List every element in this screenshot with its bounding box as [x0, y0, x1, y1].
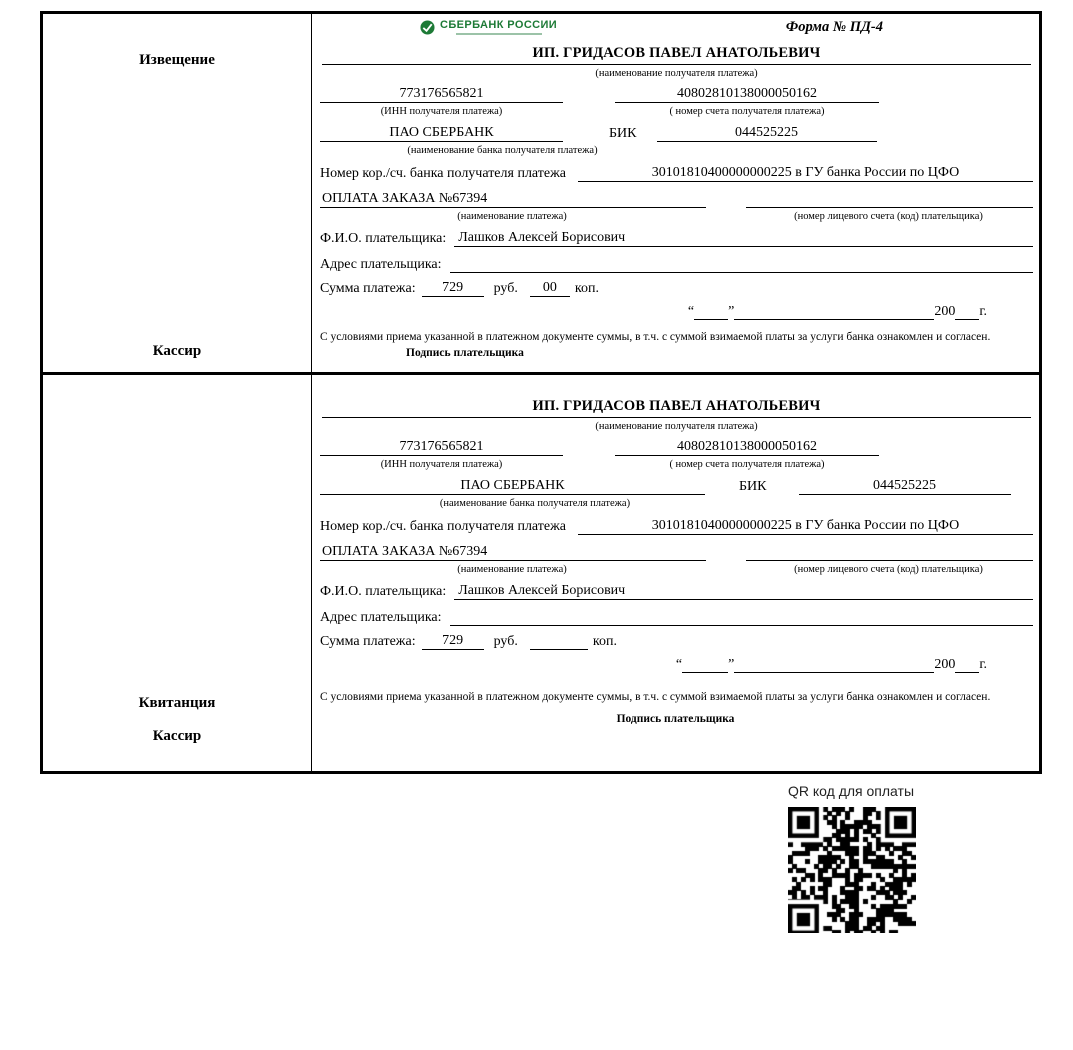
date-day-line	[682, 657, 728, 673]
payer-address-label: Адрес плательщика:	[320, 257, 442, 272]
year-suffix: г.	[979, 657, 987, 672]
account-caption: ( номер счета получателя платежа)	[669, 458, 825, 470]
recipient-name-row	[322, 398, 1031, 418]
agreement-block	[320, 329, 1033, 361]
account-value: 40802810138000050162	[615, 86, 879, 103]
quote-open: “	[675, 657, 683, 672]
sberbank-logo	[420, 19, 557, 35]
receipt-section	[43, 372, 1039, 771]
notice-header-row	[320, 19, 1033, 45]
sberbank-logo-icon	[420, 20, 435, 35]
payment-form-pd4	[40, 11, 1042, 774]
bank-caption: (наименование банка получателя платежа)	[407, 144, 598, 156]
year-prefix: 200	[934, 657, 956, 672]
payer-code-line	[746, 190, 1033, 208]
inn-value: 773176565821	[320, 86, 563, 103]
date-year-line	[955, 304, 979, 320]
agreement-text: С условиями приема указанной в платежном документе суммы, в т.ч. с суммой взимаемой платы за услуги банка ознакомлен и согласен.	[320, 331, 991, 343]
bik-value: 044525225	[657, 125, 877, 142]
purpose-caption: (наименование платежа)	[457, 211, 567, 223]
qr-section	[788, 783, 916, 933]
payer-address-line	[450, 607, 1033, 626]
rub-label: руб.	[493, 281, 518, 296]
sum-rub-value: 729	[422, 280, 484, 297]
payer-code-caption: (номер лицевого счета (код) плательщика)	[794, 211, 983, 223]
form-number: Форма № ПД-4	[785, 19, 883, 35]
corr-account-value: 30101810400000000225 в ГУ банка России по ЦФО	[578, 518, 1033, 535]
quote-open: “	[687, 304, 695, 319]
corr-account-value: 30101810400000000225 в ГУ банка России по ЦФО	[578, 165, 1033, 182]
payer-signature-label: Подпись плательщика	[616, 713, 735, 726]
recipient-caption: (наименование получателя платежа)	[595, 421, 758, 432]
receipt-cashier-label: Кассир	[152, 728, 202, 744]
date-day-line	[694, 304, 728, 320]
sum-rub-value: 729	[422, 633, 484, 650]
date-year-line	[955, 657, 979, 673]
corr-account-label: Номер кор./сч. банка получателя платежа	[320, 166, 566, 182]
sum-kop-value: 00	[530, 280, 570, 297]
purpose-caption: (наименование платежа)	[457, 564, 567, 576]
notice-cashier-label: Кассир	[152, 343, 202, 359]
bik-value: 044525225	[799, 478, 1011, 495]
receipt-side-label: Квитанция	[138, 695, 216, 711]
payer-signature-label: Подпись плательщика	[406, 347, 524, 360]
recipient-caption: (наименование получателя платежа)	[595, 68, 758, 79]
receipt-side-column	[43, 375, 312, 771]
recipient-name-row	[322, 45, 1031, 65]
date-line	[320, 304, 987, 320]
sum-label: Сумма платежа:	[320, 634, 416, 649]
kop-label: коп.	[574, 281, 599, 296]
qr-label: QR код для оплаты	[788, 783, 915, 799]
payer-name-value: Лашков Алексей Борисович	[454, 230, 1033, 247]
inn-value: 773176565821	[320, 439, 563, 456]
quote-close: ”	[728, 657, 735, 672]
sum-label: Сумма платежа:	[320, 281, 416, 296]
payment-purpose-value: ОПЛАТА ЗАКАЗА №67394	[320, 191, 706, 208]
inn-caption: (ИНН получателя платежа)	[380, 105, 503, 117]
qr-code	[788, 807, 916, 933]
payer-address-label: Адрес плательщика:	[320, 610, 442, 625]
sberbank-logo-text: СБЕРБАНК РОССИИ	[440, 19, 558, 31]
kop-label: коп.	[592, 634, 617, 649]
rub-label: руб.	[493, 634, 518, 649]
bank-caption: (наименование банка получателя платежа)	[439, 497, 631, 509]
date-month-line	[734, 657, 934, 673]
inn-caption: (ИНН получателя платежа)	[380, 458, 503, 470]
bank-name-value: ПАО СБЕРБАНК	[320, 478, 705, 495]
payment-purpose-value: ОПЛАТА ЗАКАЗА №67394	[320, 544, 706, 561]
bank-name-value: ПАО СБЕРБАНК	[320, 125, 563, 142]
date-month-line	[734, 304, 934, 320]
payer-name-value: Лашков Алексей Борисович	[454, 583, 1033, 600]
sum-kop-value	[530, 649, 588, 650]
payer-address-line	[450, 254, 1033, 273]
notice-form	[312, 14, 1039, 372]
account-caption: ( номер счета получателя платежа)	[669, 105, 825, 117]
quote-close: ”	[728, 304, 735, 319]
bik-label: БИК	[609, 125, 637, 141]
receipt-form	[312, 375, 1039, 771]
date-line	[320, 657, 987, 673]
corr-account-label: Номер кор./сч. банка получателя платежа	[320, 519, 566, 535]
payer-code-caption: (номер лицевого счета (код) плательщика)	[794, 564, 983, 576]
sberbank-logo-subline	[456, 33, 542, 35]
year-suffix: г.	[979, 304, 987, 319]
recipient-name: ИП. ГРИДАСОВ ПАВЕЛ АНАТОЛЬЕВИЧ	[532, 398, 821, 414]
payer-name-label: Ф.И.О. плательщика:	[320, 231, 447, 246]
agreement-text: С условиями приема указанной в платежном документе суммы, в т.ч. с суммой взимаемой платы за услуги банка ознакомлен и согласен.	[320, 691, 991, 703]
notice-side-column	[43, 14, 312, 372]
recipient-name: ИП. ГРИДАСОВ ПАВЕЛ АНАТОЛЬЕВИЧ	[532, 45, 821, 61]
notice-side-label: Извещение	[139, 52, 215, 68]
bik-label: БИК	[739, 478, 767, 494]
year-prefix: 200	[934, 304, 956, 319]
account-value: 40802810138000050162	[615, 439, 879, 456]
payer-name-label: Ф.И.О. плательщика:	[320, 584, 447, 599]
notice-section	[43, 14, 1039, 372]
payer-code-line	[746, 543, 1033, 561]
agreement-block	[320, 689, 1033, 727]
